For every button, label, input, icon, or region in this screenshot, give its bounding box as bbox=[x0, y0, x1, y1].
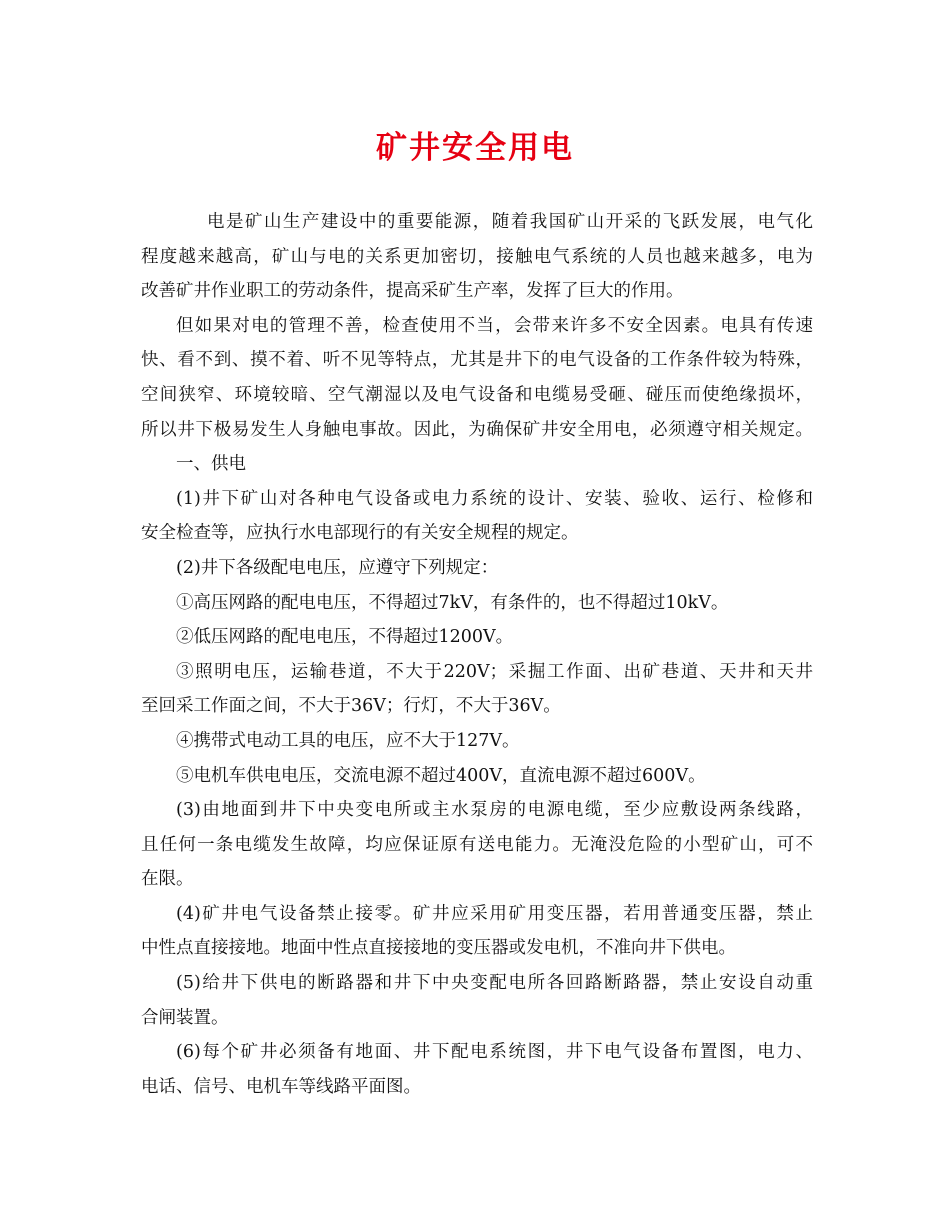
text-line: 在限。 bbox=[141, 869, 194, 890]
text-line: (2)井下各级配电电压，应遵守下列规定： bbox=[176, 557, 499, 578]
text-line: 中性点直接接地。地面中性点直接接地的变压器或发电机，不准向井下供电。 bbox=[141, 938, 736, 959]
text-line: 空间狭窄、环境较暗、空气潮湿以及电气设备和电缆易受砸、碰压而使绝缘损坏， bbox=[141, 384, 813, 405]
text-line: (4)矿井电气设备禁止接零。矿井应采用矿用变压器，若用普通变压器，禁止 bbox=[176, 903, 813, 924]
text-line: ④携带式电动工具的电压，应不大于127V。 bbox=[176, 730, 520, 751]
document-title: 矿井安全用电 bbox=[376, 130, 574, 166]
text-line: (1)井下矿山对各种电气设备或电力系统的设计、安装、验收、运行、检修和 bbox=[176, 488, 813, 509]
text-line: 但如果对电的管理不善，检查使用不当，会带来许多不安全因素。电具有传速 bbox=[176, 315, 813, 336]
text-line: 且任何一条电缆发生故障，均应保证原有送电能力。无淹没危险的小型矿山，可不 bbox=[141, 834, 813, 855]
text-line: (5)给井下供电的断路器和井下中央变配电所各回路断路器，禁止安设自动重 bbox=[176, 973, 813, 994]
text-line: ①高压网路的配电电压，不得超过7kV，有条件的，也不得超过10kV。 bbox=[176, 592, 729, 613]
text-line: (3)由地面到井下中央变电所或主水泵房的电源电缆，至少应敷设两条线路， bbox=[176, 800, 813, 821]
document-body bbox=[141, 205, 813, 1104]
text-line: 合闸装置。 bbox=[141, 1007, 229, 1028]
text-line: ②低压网路的配电电压，不得超过1200V。 bbox=[176, 627, 514, 648]
text-line: 一、供电 bbox=[176, 454, 246, 475]
text-line: 至回采工作面之间，不大于36V；行灯，不大于36V。 bbox=[141, 696, 561, 717]
text-line: 快、看不到、摸不着、听不见等特点，尤其是井下的电气设备的工作条件较为特殊， bbox=[141, 350, 813, 371]
text-line: 程度越来越高，矿山与电的关系更加密切，接触电气系统的人员也越来越多，电为 bbox=[141, 246, 813, 267]
text-line: 电是矿山生产建设中的重要能源，随着我国矿山开采的飞跃发展，电气化 bbox=[207, 212, 813, 232]
text-line: ③照明电压，运输巷道，不大于220V；采掘工作面、出矿巷道、天井和天井 bbox=[176, 661, 813, 682]
text-line: 改善矿井作业职工的劳动条件，提高采矿生产率，发挥了巨大的作用。 bbox=[141, 281, 684, 302]
text-line: 电话、信号、电机车等线路平面图。 bbox=[141, 1076, 421, 1097]
text-line: ⑤电机车供电电压，交流电源不超过400V，直流电源不超过600V。 bbox=[176, 765, 706, 786]
text-line: (6)每个矿井必须备有地面、井下配电系统图，井下电气设备布置图，电力、 bbox=[176, 1042, 813, 1063]
text-line: 所以井下极易发生人身触电事故。因此，为确保矿井安全用电，必须遵守相关规定。 bbox=[141, 419, 813, 440]
text-line: 安全检查等，应执行水电部现行的有关安全规程的规定。 bbox=[141, 523, 579, 544]
